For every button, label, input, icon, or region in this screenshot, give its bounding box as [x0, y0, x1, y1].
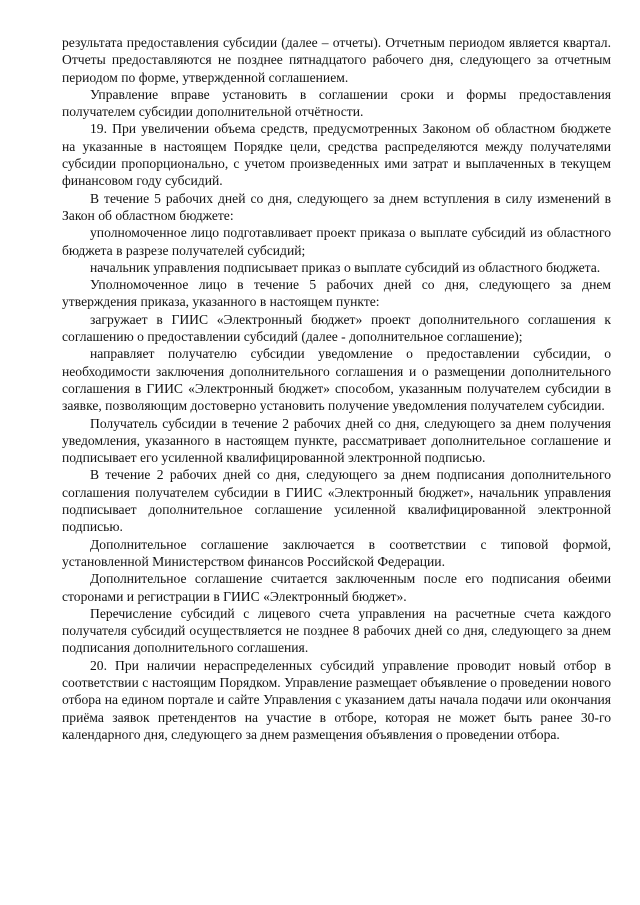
paragraph-standard-form: Дополнительное соглашение заключается в соответствии с типовой формой, установленной Министерством финансов Российской Федерации.: [62, 536, 611, 569]
paragraph-agreement-concluded: Дополнительное соглашение считается заключенным после его подписания обеими сторонами и регистрации в ГИИС «Электронный бюджет».: [62, 571, 611, 604]
paragraph-additional-reporting: Управление вправе установить в соглашении сроки и формы предоставления получателем субсидии дополнительной отчётности.: [62, 86, 611, 120]
paragraph-clause-19: 19. При увеличении объема средств, предусмотренных Законом об областном бюджете на указанные в настоящем Порядке цели, средства распределяются между получателями субсидии пропорционально, с учетом произведенных ими затрат и выплаченных в текущем финансовом году субсидий.: [62, 121, 611, 189]
paragraph-head-signs-agreement: В течение 2 рабочих дней со дня, следующего за днем подписания дополнительного соглашения получателем субсидии в ГИИС «Электронный бюджет», начальник управления подписывает дополнительное соглашение усиленной квалифицированной электронной подписью.: [62, 467, 611, 535]
paragraph-sends-notification: направляет получателю субсидии уведомление о предоставлении субсидии, о необходимости заключения дополнительного соглашения и о размещении дополнительного соглашения в ГИИС «Электронный бюджет» способом, указанным получателем субсидии в заявке, позволяющим достоверно установить получение уведомления получателем субсидии.: [62, 346, 611, 414]
paragraph-recipient-signs: Получатель субсидии в течение 2 рабочих дней со дня, следующего за днем получения уведомления, указанного в настоящем пункте, рассматривает дополнительное соглашение и подписывает его усиленной квалифицированной электронной подписью.: [62, 415, 611, 466]
paragraph-authorized-person-five-days: Уполномоченное лицо в течение 5 рабочих дней со дня, следующего за днем утверждения приказа, указанного в настоящем пункте:: [62, 277, 611, 310]
paragraph-transfer-of-subsidies: Перечисление субсидий с лицевого счета управления на расчетные счета каждого получателя субсидий осуществляется не позднее 8 рабочих дней со дня, следующего за днем подписания дополнительного соглашения.: [62, 605, 611, 656]
paragraph-clause-20: 20. При наличии нераспределенных субсидий управление проводит новый отбор в соответствии с настоящим Порядком. Управление размещает объявление о проведении нового отбора на едином портале и сайте Управления с указанием даты начала подачи или окончания приёма заявок претендентов на участие в отборе, которая не может быть ранее 30-го календарного дня, следующего за днем размещения объявления о проведении отбора.: [62, 657, 611, 742]
document-page: [62, 34, 611, 743]
paragraph-five-days-after-law: В течение 5 рабочих дней со дня, следующего за днем вступления в силу изменений в Закон об областном бюджете:: [62, 190, 611, 223]
paragraph-uploads-draft-agreement: загружает в ГИИС «Электронный бюджет» проект дополнительного соглашения к соглашению о предоставлении субсидий (далее - дополнительное соглашение);: [62, 311, 611, 345]
paragraph-authorized-person-drafts-order: уполномоченное лицо подготавливает проект приказа о выплате субсидий из областного бюджета в разрезе получателей субсидий;: [62, 225, 611, 258]
paragraph-report-period-continued: результата предоставления субсидии (далее – отчеты). Отчетным периодом является квартал. Отчеты предоставляются не позднее пятнадцатого рабочего дня, следующего за отчетным периодом по форме, утвержденной соглашением.: [62, 35, 611, 85]
paragraph-head-signs-order: начальник управления подписывает приказ о выплате субсидий из областного бюджета.: [90, 259, 601, 275]
